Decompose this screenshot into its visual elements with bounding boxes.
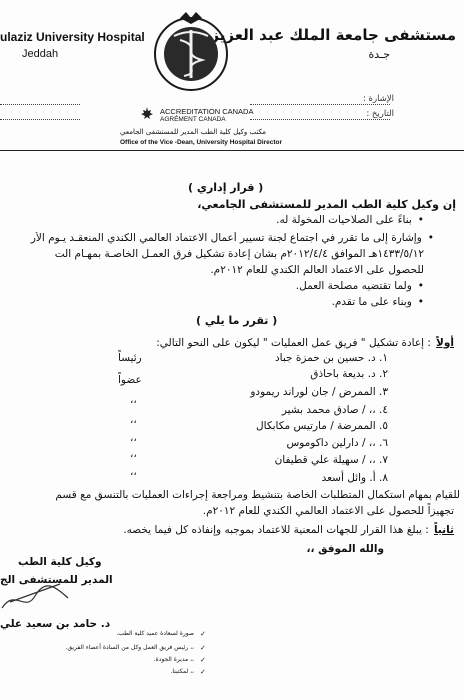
left-line-2	[0, 119, 80, 120]
member-role: ،،	[130, 448, 137, 460]
member-name: ١. د. حسين بن حمزة جباد	[274, 352, 388, 364]
copy-line: ،، لمكتبنا.	[170, 668, 194, 675]
closing-line: والله الموفق ،،	[306, 543, 384, 555]
maple-leaf-icon	[140, 106, 154, 125]
check-icon: ✓	[200, 645, 206, 652]
reference-label: الإشارة :	[362, 94, 394, 104]
member-role: ،،	[130, 432, 137, 444]
task-line-1: للقيام بمهام استكمال المتطلبات الخاصة بتنشيط ومراجعة إجراءات العمليات بالتنسق مع قسم	[55, 489, 460, 501]
member-name: ٦. ،، / دارلين داكوموس	[286, 437, 388, 449]
member-name: ٥. الممرضة / مارتيس مكابكال	[255, 420, 388, 432]
caduceus-seal-icon	[150, 10, 232, 92]
header-rule	[0, 150, 464, 151]
member-name: ٧. ،، / سهيلة علي قطيفان	[274, 454, 388, 466]
office-en: Office of the Vice -Dean, University Hospital Director	[120, 139, 283, 146]
city-en: Jeddah	[22, 48, 59, 60]
second-text: : يبلغ هذا القرار للجهات المعنية للاعتماد بموجبه وإنفاذه كل فيما يخصه.	[123, 524, 429, 536]
document-title: ( قرار إداري )	[188, 181, 264, 194]
date-label: التاريخ :	[366, 109, 394, 119]
bullet-authority: • بناءً على الصلاحيات المخولة له.	[276, 214, 424, 226]
check-icon: ✓	[200, 631, 206, 638]
member-name: ٤. ،، / صادق محمد بشير	[281, 404, 388, 416]
accreditation-en: ACCREDITATION CANADA	[160, 107, 254, 116]
decision-title: ( تقرر ما يلي )	[196, 314, 278, 327]
task-line-2: تجهيزاً للحصول على الاعتماد العالمي الكندي للعام ٢٠١٢م.	[202, 505, 454, 517]
copy-line: صورة لسعادة عميد كلية الطب.	[116, 630, 194, 637]
signature-title-1: وكيل كلية الطب	[18, 556, 102, 568]
member-name: ٨. أ. وائل أسعد	[321, 472, 388, 484]
check-icon: ✓	[200, 669, 206, 676]
bullet-meeting-line3: للحصول على الاعتماد العالم الكندي للعام ٢٠١٢م.	[210, 264, 424, 276]
member-role: ،،	[130, 394, 137, 406]
first-clause	[156, 331, 454, 350]
signature-name: د. حامد بن سعيد علي	[0, 618, 111, 630]
left-line-1	[0, 104, 80, 105]
second-clause	[123, 518, 454, 537]
first-text: : إعادة تشكيل " فريق عمل العمليات " ليكون على النحو التالي:	[156, 337, 431, 349]
date-line	[250, 119, 390, 120]
handwritten-signature	[0, 578, 70, 622]
member-role: ،،	[130, 414, 137, 426]
hospital-name-en: ulaziz University Hospital	[0, 30, 145, 44]
bullet-interest: • ولما تقتضيه مصلحة العمل.	[296, 280, 424, 292]
bullet-meeting: • وإشارة إلى ما تقرر في اجتماع لجنة تسيير أعمال الاعتماد العالمي الكندي المنعقـد يـوم الأر	[0, 232, 434, 244]
second-label: ثانياً	[433, 524, 454, 536]
university-seal	[150, 10, 232, 92]
first-label: أولاً	[436, 337, 454, 349]
accreditation-fr: AGRÉMENT CANADA	[160, 116, 226, 123]
member-role: عضواً	[118, 374, 142, 386]
check-icon: ✓	[200, 657, 206, 664]
reference-line	[250, 104, 390, 105]
office-ar: مكتب وكيل كلية الطب المدير للمستشفى الجامعي	[120, 128, 267, 136]
hospital-name-ar: مستشفى جامعة الملك عبد العزيز	[210, 26, 456, 44]
bullet-meeting-line2: ١٤٣٣/٥/١٢هـ الموافق ٢٠١٢/٤/٤م بشأن إعادة تشكيل فرق العمـل الخاصـة بمهـام الت	[54, 248, 424, 260]
copy-line: ،، مديرة الجودة.	[153, 656, 194, 663]
copy-line: ،، رئيس فريق العمل وكل من السادة أعضاء الفريق.	[65, 644, 194, 651]
bullet-based-on: • وبناء على ما تقدم.	[332, 296, 424, 308]
city-ar: جـدة	[368, 48, 390, 61]
intro-line: إن وكيل كلية الطب المدير للمستشفى الجامعي،	[197, 198, 456, 211]
signature-title-2: المدير للمستشفى الج	[0, 574, 113, 586]
member-name: ٢. د. بديعة باحاذق	[310, 368, 388, 380]
member-role: ،،	[130, 466, 137, 478]
member-role: رئيساً	[118, 352, 142, 364]
member-name: ٣. الممرض / جان لوراند ريمودو	[250, 386, 388, 398]
